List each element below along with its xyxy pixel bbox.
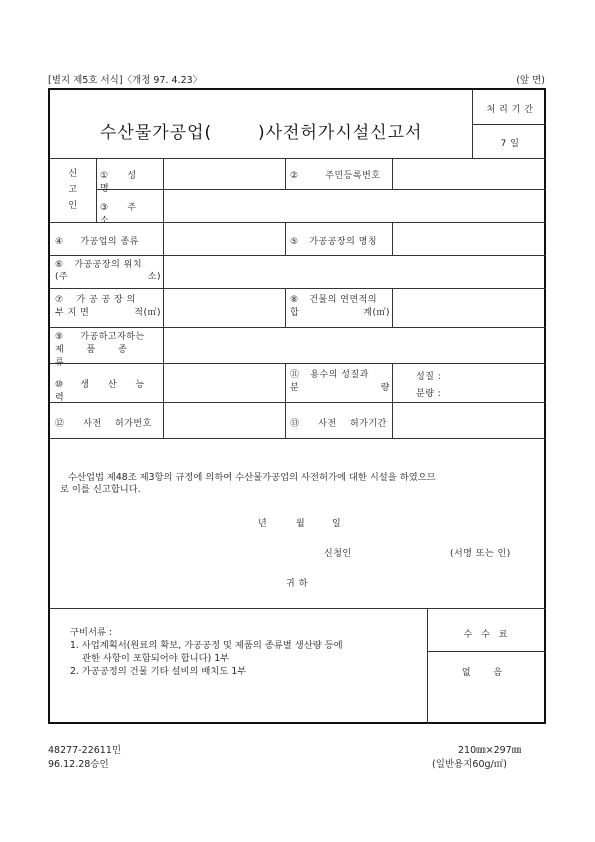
floor-area-field[interactable] <box>395 291 543 325</box>
capacity-label: 생 산 능 력 <box>55 380 153 403</box>
product-type-number: ⑨ <box>55 332 64 342</box>
name-field[interactable] <box>166 161 282 187</box>
permit-period-field[interactable] <box>395 405 543 436</box>
processing-period-value: 7 일 <box>500 139 520 149</box>
signature-field[interactable] <box>370 540 446 560</box>
water-quality-label: 성질 : <box>416 372 442 382</box>
date-year: 년 <box>258 519 268 529</box>
processing-period-label: 처 리 기 간 <box>486 105 534 115</box>
floor-area-number: ⑧ <box>290 295 299 305</box>
permit-number-label: 사전 허가번호 <box>83 419 152 429</box>
floor-area-line1: 건물의 연면적의 <box>309 295 378 305</box>
sign-or-seal-label: (서명 또는 인) <box>450 549 511 559</box>
name-label-b: 명 <box>100 184 110 194</box>
date-day: 일 <box>332 519 342 529</box>
business-type-number: ④ <box>55 237 64 247</box>
site-area-number: ⑦ <box>55 295 64 305</box>
permit-number-field[interactable] <box>166 405 282 436</box>
business-type-field[interactable] <box>166 225 282 253</box>
documents-item2: 2. 가공공정의 건물 기타 설비의 배치도 1부 <box>70 666 247 677</box>
water-quantity-label: 분량 : <box>416 389 442 399</box>
form-number: [별지 제5호 서식]〈개정 97. 4.23〉 <box>48 75 203 86</box>
factory-name-label: 가공공장의 명칭 <box>309 237 378 247</box>
address-field[interactable] <box>166 192 543 220</box>
factory-location-sub-b: 소) <box>147 272 161 282</box>
water-field[interactable] <box>450 366 542 400</box>
permit-period-label: 사전 허가기간 <box>318 419 387 429</box>
factory-location-field[interactable] <box>166 258 543 286</box>
factory-location-label: 가공공장의 위치 <box>74 260 143 270</box>
address-label-b: 소 <box>100 216 110 226</box>
floor-area-line2-a: 합 <box>290 308 300 318</box>
product-type-line2: 제 품 종 류 <box>55 345 137 368</box>
documents-item1-line2: 관한 사항이 포함되어야 합니다) 1부 <box>82 653 230 664</box>
form-title-right: )사전허가시설신고서 <box>258 123 423 143</box>
fee-value: 없 음 <box>461 668 513 678</box>
id-number-field[interactable] <box>395 161 543 187</box>
factory-location-number: ⑥ <box>55 260 64 270</box>
id-number: ② <box>290 171 299 181</box>
water-line2-a: 분 <box>290 383 300 393</box>
name-number: ① <box>100 171 109 181</box>
form-title-left: 수산물가공업( <box>100 123 213 143</box>
water-line2-b: 량 <box>380 383 390 393</box>
report-form <box>48 88 546 724</box>
floor-area-line2-b: 계(㎡) <box>363 308 390 318</box>
paper-type: (일반용지60g/㎡) <box>432 759 507 770</box>
factory-name-number: ⑤ <box>290 237 299 247</box>
factory-location-sub-a: (주 <box>55 272 69 282</box>
product-type-line1: 가공하고자하는 <box>80 332 145 342</box>
fee-label: 수 수 료 <box>463 630 511 640</box>
documents-item1-line1: 1. 사업계획서(원료의 확보, 가공공정 및 제품의 종류별 생산량 등에 <box>70 640 343 651</box>
applicant-signature-label: 신청인 <box>324 549 352 559</box>
recipient-label: 귀하 <box>286 579 312 589</box>
page-side: (앞 면) <box>516 75 545 86</box>
statement-line1: 수산업법 제48조 제3항의 규정에 의하여 수산물가공업의 사전허가에 대한 시설을 하였으므 <box>68 472 436 483</box>
site-area-line2-a: 부 지 면 <box>55 308 90 318</box>
applicant-label-1: 신 <box>68 169 78 179</box>
id-label: 주민등록번호 <box>325 171 381 181</box>
statement-line2: 로 이를 신고합니다. <box>60 484 141 495</box>
address-number: ③ <box>100 203 109 213</box>
approval-date: 96.12.28승인 <box>48 759 109 770</box>
site-area-line2-b: 적(㎡) <box>134 308 161 318</box>
water-number: ⑪ <box>290 370 300 380</box>
capacity-number: ⑩ <box>55 380 64 390</box>
factory-name-field[interactable] <box>395 225 543 253</box>
applicant-label-2: 고 <box>68 185 78 195</box>
date-month: 월 <box>296 519 306 529</box>
address-label-a: 주 <box>127 203 137 213</box>
applicant-label-3: 인 <box>68 201 78 211</box>
business-type-label: 가공업의 종류 <box>80 237 139 247</box>
product-type-field[interactable] <box>166 330 543 361</box>
capacity-field[interactable] <box>166 366 282 400</box>
site-area-line1: 가 공 공 장 의 <box>76 295 136 305</box>
paper-size: 210㎜×297㎜ <box>458 745 522 756</box>
form-code: 48277-22611민 <box>48 745 122 756</box>
permit-period-number: ⑬ <box>290 419 300 429</box>
permit-number-number: ⑫ <box>55 419 65 429</box>
name-label-a: 성 <box>127 171 137 181</box>
documents-title: 구비서류 : <box>70 627 113 638</box>
water-line1: 용수의 성질과 <box>310 370 369 380</box>
site-area-field[interactable] <box>166 291 282 325</box>
